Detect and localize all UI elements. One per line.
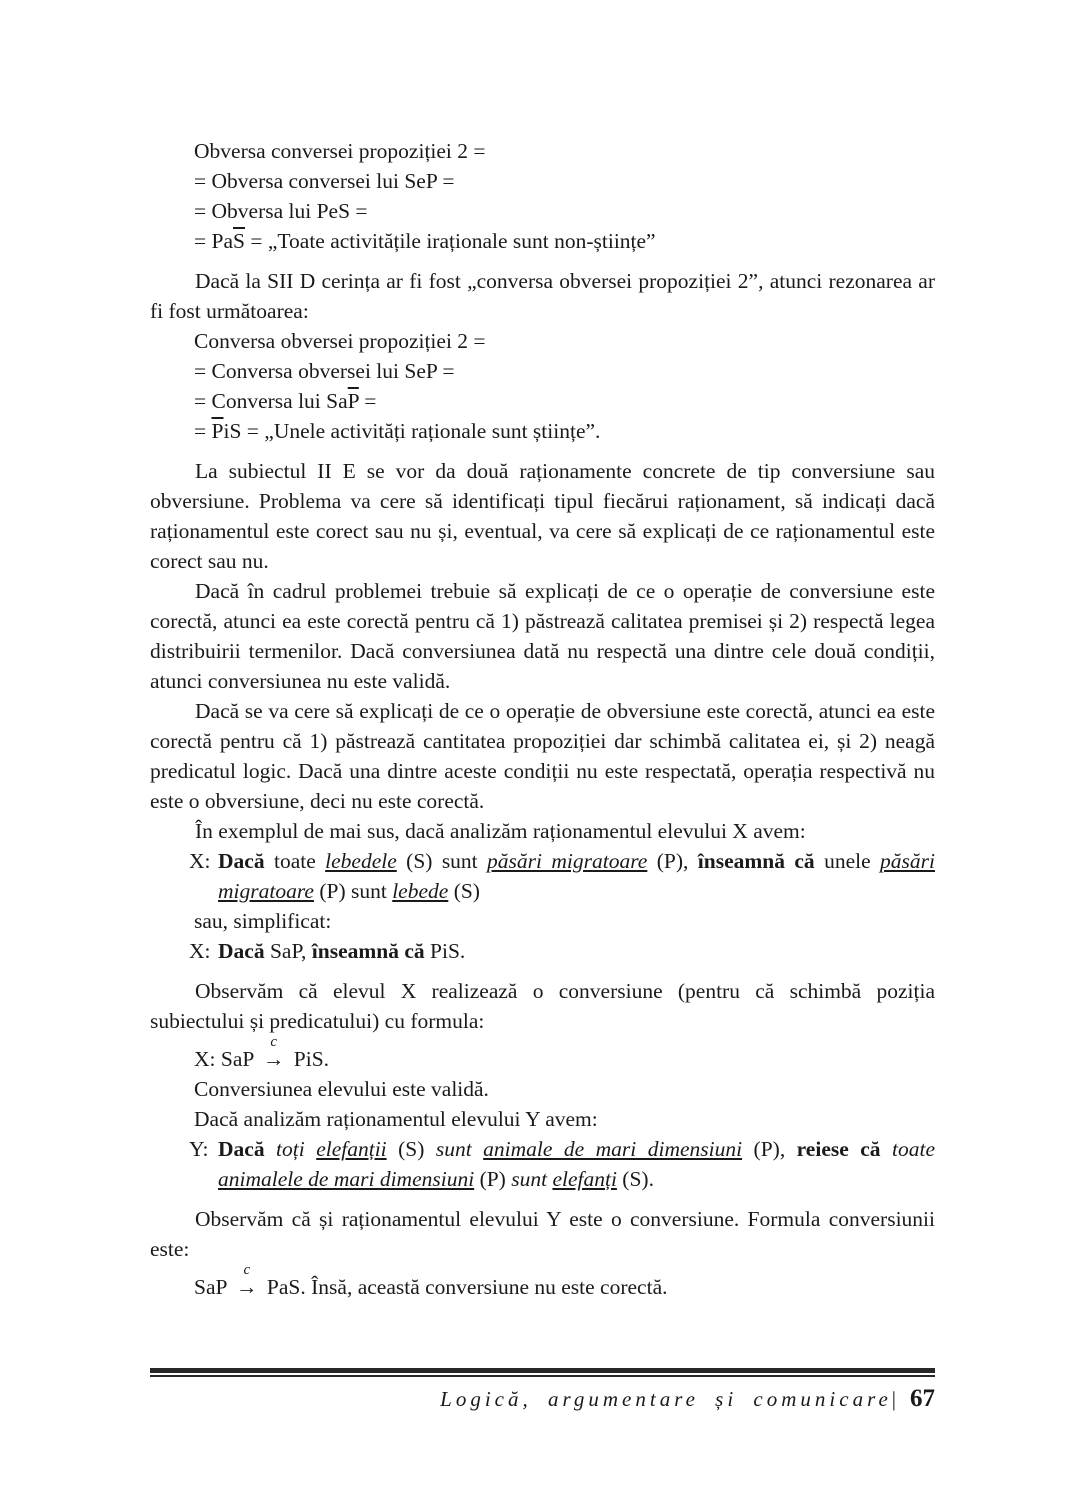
text-run: (P) [474,1167,512,1191]
text-run: (S) [448,879,480,903]
formula-conversiune-y [194,1264,935,1302]
text-run: toate [264,849,326,873]
page-number: 67 [910,1385,935,1412]
text-run: SaP, [264,939,312,963]
footer-text [150,1384,935,1414]
text-run: $\overline{P}$ [211,419,224,443]
text-run: toate [892,1137,936,1161]
item-elev-y [189,1134,936,1194]
text-run: (P), [742,1137,797,1161]
conversion-superscript: c [270,1034,277,1050]
conversion-arrow [236,1264,258,1298]
text-run: toți [276,1137,305,1161]
text-run: În exemplul de mai sus, dacă analizăm raționamentul elevului X avem: [195,819,806,843]
derivation-line [194,226,935,256]
text-run: Dacă în cadrul problemei trebuie să explicați de ce o operație de conversiune este corectă, atunci ea este corectă pentru că 1) păstrează calitatea premisei și 2) respectă legea distribuirii termenilor. Dacă conversiunea dată nu respectă una dintre cele două condiții, atunci conversiunea nu este validă. [150,579,935,693]
footer-rule [150,1368,935,1377]
derivation-line [194,136,935,166]
para-daca-se-va-cere [150,696,935,816]
text-run [881,1137,892,1161]
arrow-icon: → [236,1275,258,1299]
para-la-subiectul-ii-e [150,456,935,576]
text-run: (P), [647,849,698,873]
derivation-line [194,196,935,226]
text-run: înseamnă că [311,939,425,963]
text-run: = Pa [194,229,234,253]
text-run: Observăm că și raționamentul elevului Y este o conversiune. Formula conversiunii este: [150,1207,935,1261]
item-label: X: [189,939,211,963]
text-run: = [358,389,377,413]
text-run: PiS. [424,939,466,963]
item-label: Y: [189,1137,209,1161]
text-run: Dacă [218,1137,265,1161]
item-label: X: [189,849,211,873]
text-run [265,1137,276,1161]
text-run: $\overline{S}$ [233,229,245,253]
text-run: = Conversa lui Sa [194,389,348,413]
text-run [305,1137,316,1161]
text-run: = Obversa lui PeS = [194,199,368,223]
line-daca-analizam-y [194,1104,935,1134]
para-daca-la-sii-d [150,266,935,326]
text-run: Dacă [218,849,265,873]
para-in-exemplul [150,816,935,846]
derivation-line [194,166,935,196]
text-run: La subiectul II E se vor da două raționamente concrete de tip conversiune sau obversiune. Problema va cere să identificați tipul fiecărui raționament, să indicați dacă raționamentul este corect sau nu și, eventual, va cere să explicați de ce raționamentul este corect sau nu. [150,459,935,573]
text-run: = „Toate activitățile iraționale sunt non-științe” [244,229,656,253]
text-run: = Obversa conversei lui SeP = [194,169,455,193]
conversion-superscript: c [243,1262,251,1278]
text-run: unele [814,849,881,873]
text-run: elefanții [316,1137,387,1161]
text-run: elefanți [552,1167,617,1191]
conversion-arrow [263,1036,285,1070]
derivation-obversa-conversei [150,136,935,256]
text-run: animalele de mari dimensiuni [218,1167,475,1191]
line-sau-simplificat [194,906,935,936]
text-run: sau, simplificat: [194,909,332,933]
line-conversiunea-valida [194,1074,935,1104]
derivation-line [194,386,935,416]
page-content [150,136,935,1302]
text-run: reiese că [796,1137,881,1161]
formula-conversiune-x [194,1036,935,1074]
text-run: Obversa conversei propoziției 2 = [194,139,486,163]
formula-suffix: PaS. Însă, această conversiune nu este corectă. [261,1275,668,1299]
text-run: lebede [392,879,449,903]
text-run: Dacă la SII D cerința ar fi fost „conversa obversei propoziției 2”, atunci rezonarea ar fi fost următoarea: [150,269,935,323]
formula-prefix: SaP [194,1275,233,1299]
text-run: păsări migratoare [218,849,935,903]
text-run: Dacă analizăm raționamentul elevului Y avem: [194,1107,598,1131]
text-run: sunt [511,1167,548,1191]
derivation-line [194,356,935,386]
para-observam-elev-y [150,1204,935,1264]
formula-suffix: PiS. [288,1047,330,1071]
text-run: Dacă [218,939,265,963]
text-run: animale de mari dimensiuni [483,1137,743,1161]
text-run: (S) sunt [396,849,488,873]
text-run: Conversa obversei propoziției 2 = [194,329,486,353]
derivation-line [194,326,935,356]
derivation-conversa-obversei [150,326,935,446]
text-run: Conversiunea elevului este validă. [194,1077,489,1101]
text-run: iS = „Unele activități raționale sunt științe”. [223,419,601,443]
text-run: sunt [435,1137,472,1161]
text-run: Observăm că elevul X realizează o conversiune (pentru că schimbă poziția subiectului și predicatului) cu formula: [150,979,935,1033]
text-run: înseamnă că [697,849,815,873]
arrow-icon: → [262,1047,285,1071]
text-run [472,1137,483,1161]
text-run: păsări migratoare [487,849,648,873]
book-title: Logică, argumentare și comunicare [440,1387,892,1411]
item-elev-x [189,846,935,906]
text-run: (P) sunt [313,879,393,903]
derivation-line [194,416,935,446]
text-run: $\overline{P}$ [347,389,359,413]
text-run: (S). [616,1167,654,1191]
formula-prefix: X: SaP [194,1047,259,1071]
item-elev-x-simplificat [189,936,935,966]
text-run: = [194,419,212,443]
text-run: lebedele [325,849,397,873]
page-footer [150,1368,935,1414]
para-daca-in-cadrul [150,576,935,696]
footer-separator: | [891,1387,896,1411]
text-run: = Conversa obversei lui SeP = [194,359,455,383]
text-run: (S) [386,1137,436,1161]
para-observam-elev-x [150,976,935,1036]
text-run: Dacă se va cere să explicați de ce o operație de obversiune este corectă, atunci ea este corectă pentru că 1) păstrează cantitatea propoziției dar schimbă calitatea ei, și 2) neagă predicatul logic. Dacă una dintre aceste condiții nu este respectată, operația respectivă nu este o obversiune, deci nu este corectă. [150,699,935,813]
